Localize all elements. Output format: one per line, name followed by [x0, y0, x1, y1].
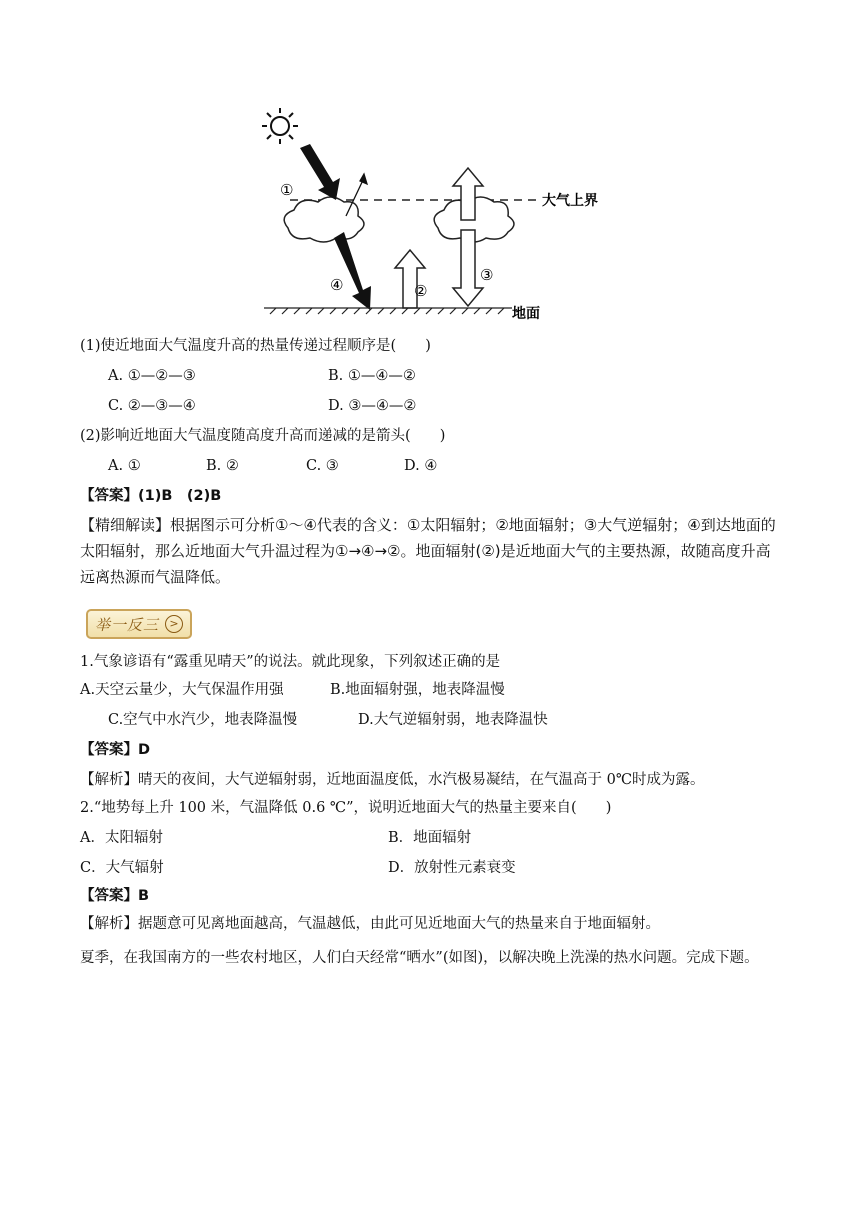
q1-option-c: C. ②—③—④: [108, 398, 196, 414]
analysis-1: 【精细解读】根据图示可分析①～④代表的含义：①太阳辐射；②地面辐射；③大气逆辐射；④到达地面的太阳辐射，那么近地面大气升温过程为①→④→②。地面辐射(②)是近地面大气的主要热源，故随高度升高远离热源而气温降低。: [80, 516, 776, 586]
q2-option-c: C. ③: [306, 458, 339, 474]
answer-1: 【答案】(1)B (2)B: [80, 488, 222, 504]
arrow-1-solar-radiation: [300, 144, 340, 200]
q2-option-b: B. ②: [206, 458, 239, 474]
ex1-option-d: D.大气逆辐射弱，地表降温快: [358, 712, 548, 728]
q2-option-d: D. ④: [404, 458, 438, 474]
arrow-circle-icon: >: [165, 615, 183, 633]
q1-option-b: B. ①—④—②: [328, 368, 416, 384]
ex2-analysis: 【解析】据题意可见离地面越高，气温越低，由此可见近地面大气的热量来自于地面辐射。: [80, 916, 660, 932]
ex2-option-b: B．地面辐射: [388, 830, 472, 846]
figure-label-atmosphere-top: 大气上界: [542, 193, 598, 209]
ex1-stem: 1.气象谚语有“露重见晴天”的说法。就此现象，下列叙述正确的是: [80, 654, 501, 670]
ex2-stem: 2.“地势每上升 100 米，气温降低 0.6 ℃”，说明近地面大气的热量主要来自( ): [80, 800, 612, 816]
sun-icon: [262, 108, 298, 144]
ex2-option-c: C．大气辐射: [80, 860, 164, 876]
figure-label-ground: 地面: [512, 306, 540, 322]
q2-option-a: A. ①: [108, 458, 141, 474]
q1-option-d: D. ③—④—②: [328, 398, 417, 414]
ground-line: [264, 308, 512, 314]
ex1-option-b: B.地面辐射强，地表降温慢: [330, 682, 505, 698]
ex1-analysis: 【解析】晴天的夜间，大气逆辐射弱，近地面温度低，水汽极易凝结，在气温高于 0℃时成为露。: [80, 772, 705, 788]
q1-option-a: A. ①—②—③: [108, 368, 196, 384]
next-question-intro: 夏季，在我国南方的一些农村地区，人们白天经常“晒水”(如图)，以解决晚上洗澡的热水问题。完成下题。: [80, 950, 759, 966]
ex1-option-c: C.空气中水汽少，地表降温慢: [108, 712, 298, 728]
ex2-answer: 【答案】B: [80, 888, 150, 904]
q2-stem: (2)影响近地面大气温度随高度升高而递减的是箭头( ): [80, 428, 446, 444]
ex2-option-a: A．太阳辐射: [80, 830, 163, 846]
ex1-answer: 【答案】D: [80, 742, 151, 758]
figure-label-3: ③: [480, 266, 494, 284]
badge-text: 举一反三: [94, 615, 159, 634]
q1-stem: (1)使近地面大气温度升高的热量传递过程顺序是( ): [80, 338, 431, 354]
figure-label-4: ④: [330, 276, 344, 294]
ex1-option-a: A.天空云量少，大气保温作用强: [80, 682, 284, 698]
figure-label-2: ②: [414, 282, 428, 300]
atmosphere-diagram: [250, 100, 620, 330]
practice-badge: [86, 609, 192, 639]
ex2-option-d: D．放射性元素衰变: [388, 860, 516, 876]
diagram-svg: [250, 100, 620, 330]
arrow-4-surface-solar: [334, 232, 371, 310]
figure-label-1: ①: [280, 181, 294, 199]
